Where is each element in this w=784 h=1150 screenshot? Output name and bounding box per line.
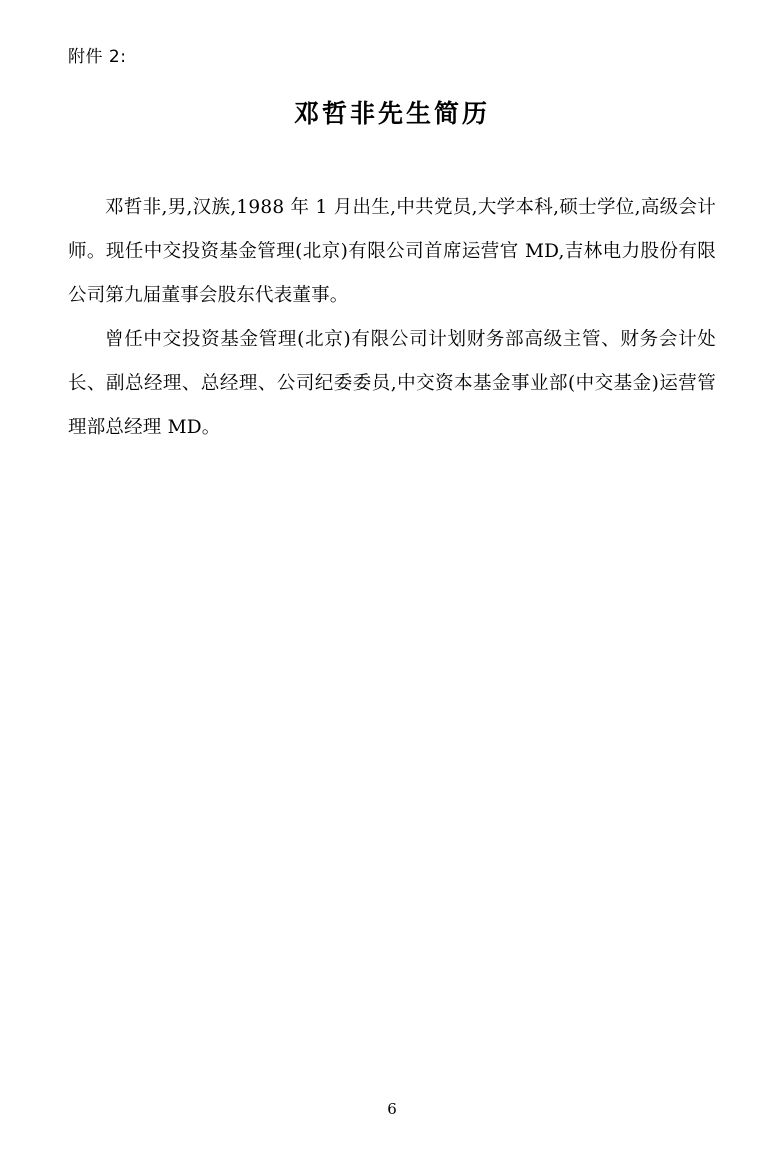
- paragraph: 曾任中交投资基金管理(北京)有限公司计划财务部高级主管、财务会计处长、副总经理、总经理、公司纪委委员,中交资本基金事业部(中交基金)运营管理部总经理 MD。: [68, 329, 716, 439]
- document-body: [68, 186, 716, 450]
- page-number: 6: [387, 1100, 397, 1118]
- attachment-label: 附件 2:: [68, 47, 127, 67]
- page-title: 邓哲非先生简历: [293, 99, 490, 129]
- paragraph: 邓哲非,男,汉族,1988 年 1 月出生,中共党员,大学本科,硕士学位,高级会计师。现任中交投资基金管理(北京)有限公司首席运营官 MD,吉林电力股份有限公司第九届董事会股东代表董事。: [68, 197, 716, 307]
